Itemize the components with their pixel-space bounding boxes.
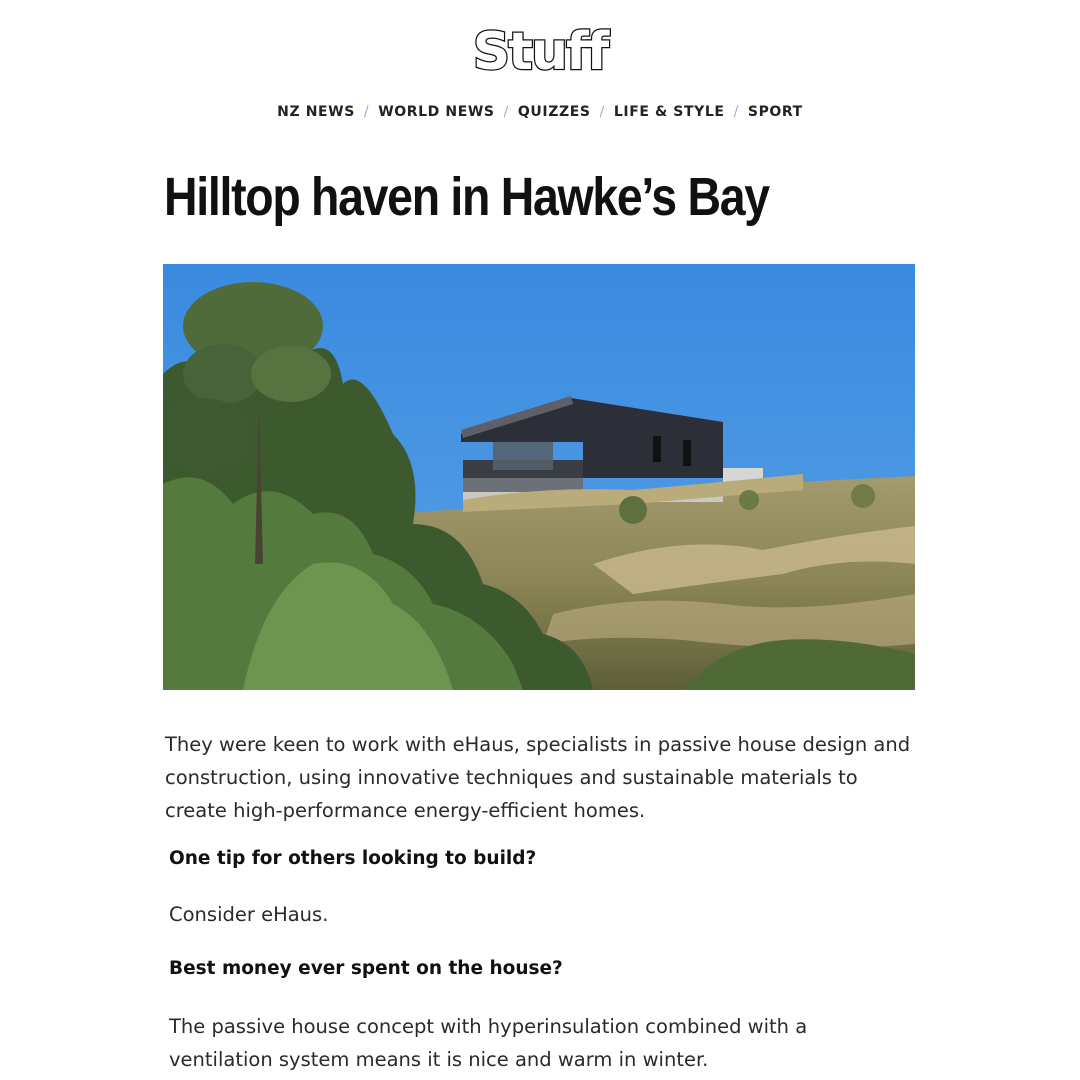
nav-item-quizzes[interactable]: QUIZZES xyxy=(517,104,591,120)
answer-text: The passive house concept with hyperinsulation combined with a ventilation system means it is nice and warm in winter. xyxy=(169,1015,808,1071)
article-headline: Hilltop haven in Hawke’s Bay xyxy=(164,167,769,227)
hero-image xyxy=(163,264,915,690)
answer-text: Consider eHaus. xyxy=(169,903,329,926)
nav-separator: / xyxy=(599,104,605,120)
main-nav xyxy=(0,104,1080,120)
nav-item-life-style[interactable]: LIFE & STYLE xyxy=(613,104,725,120)
article-paragraph: They were keen to work with eHaus, specialists in passive house design and construction, using innovative techniques and sustainable materials to create high-performance energy-efficient homes. xyxy=(165,733,911,822)
nav-item-sport[interactable]: SPORT xyxy=(747,104,803,120)
nav-item-nz-news[interactable]: NZ NEWS xyxy=(277,104,355,120)
question-heading: Best money ever spent on the house? xyxy=(169,958,563,979)
stuff-logo[interactable]: Stuff xyxy=(472,22,608,82)
nav-separator: / xyxy=(363,104,370,120)
nav-separator: / xyxy=(503,104,509,120)
question-heading: One tip for others looking to build? xyxy=(169,848,537,869)
nav-item-world-news[interactable]: WORLD NEWS xyxy=(378,104,495,120)
nav-separator: / xyxy=(733,104,739,120)
